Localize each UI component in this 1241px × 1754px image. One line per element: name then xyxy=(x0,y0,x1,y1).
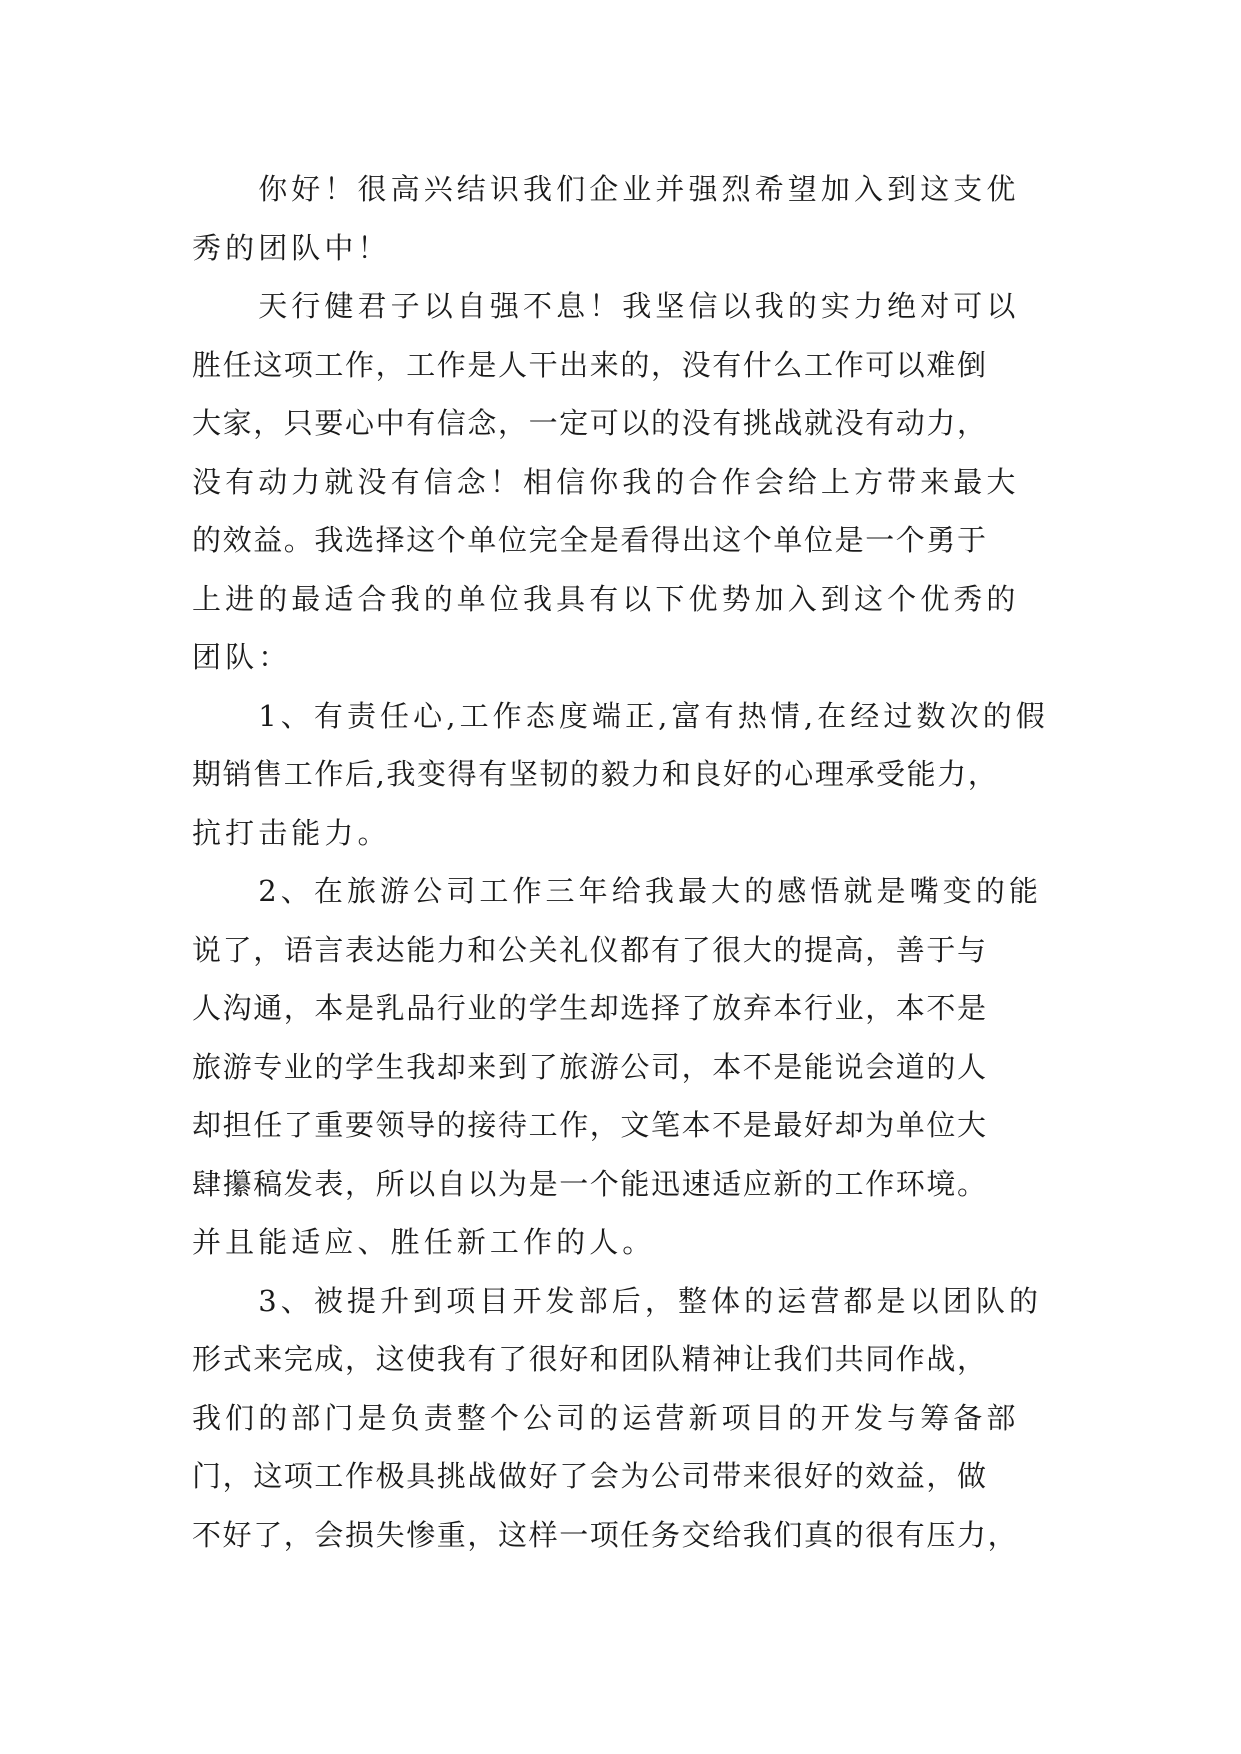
text-line: 我们的部门是负责整个公司的运营新项目的开发与筹备部 xyxy=(192,1400,1020,1435)
text-line: 门，这项工作极具挑战做好了会为公司带来很好的效益，做 xyxy=(192,1459,988,1493)
text-line: 的效益。我选择这个单位完全是看得出这个单位是一个勇于 xyxy=(192,523,988,557)
text-line: 抗打击能力。 xyxy=(192,815,391,850)
text-line: 你好！很高兴结识我们企业并强烈希望加入到这支优 xyxy=(192,172,1020,206)
text-line: 形式来完成，这使我有了很好和团队精神让我们共同作战， xyxy=(192,1342,988,1376)
text-line: 天行健君子以自强不息！我坚信以我的实力绝对可以 xyxy=(192,289,1020,323)
text-line: 期销售工作后,我变得有坚韧的毅力和良好的心理承受能力， xyxy=(192,757,999,791)
text-line: 1、有责任心,工作态度端正,富有热情,在经过数次的假 xyxy=(192,698,1049,733)
text-line: 没有动力就没有信念！相信你我的合作会给上方带来最大 xyxy=(192,464,1020,499)
text-line: 却担任了重要领导的接待工作，文笔本不是最好却为单位大 xyxy=(192,1108,988,1142)
text-line: 并且能适应、胜任新工作的人。 xyxy=(192,1225,656,1259)
text-line: 人沟通，本是乳品行业的学生却选择了放弃本行业，本不是 xyxy=(192,991,988,1025)
text-line: 肆攥稿发表，所以自以为是一个能迅速适应新的工作环境。 xyxy=(192,1166,988,1201)
text-line: 不好了，会损失惨重，这样一项任务交给我们真的很有压力， xyxy=(192,1517,1019,1552)
body-text xyxy=(192,160,1064,1564)
text-line: 说了，语言表达能力和公关礼仪都有了很大的提高，善于与 xyxy=(192,932,988,967)
text-line: 3、被提升到项目开发部后，整体的运营都是以团队的 xyxy=(192,1283,1043,1318)
text-line: 胜任这项工作，工作是人干出来的，没有什么工作可以难倒 xyxy=(192,347,988,382)
text-line: 2、在旅游公司工作三年给我最大的感悟就是嘴变的能 xyxy=(192,874,1043,908)
text-line: 秀的团队中！ xyxy=(192,230,391,265)
text-line: 旅游专业的学生我却来到了旅游公司，本不是能说会道的人 xyxy=(192,1049,988,1084)
text-line: 大家，只要心中有信念，一定可以的没有挑战就没有动力， xyxy=(192,406,988,440)
text-line: 上进的最适合我的单位我具有以下优势加入到这个优秀的 xyxy=(192,581,1020,616)
text-line: 团队： xyxy=(192,640,292,674)
